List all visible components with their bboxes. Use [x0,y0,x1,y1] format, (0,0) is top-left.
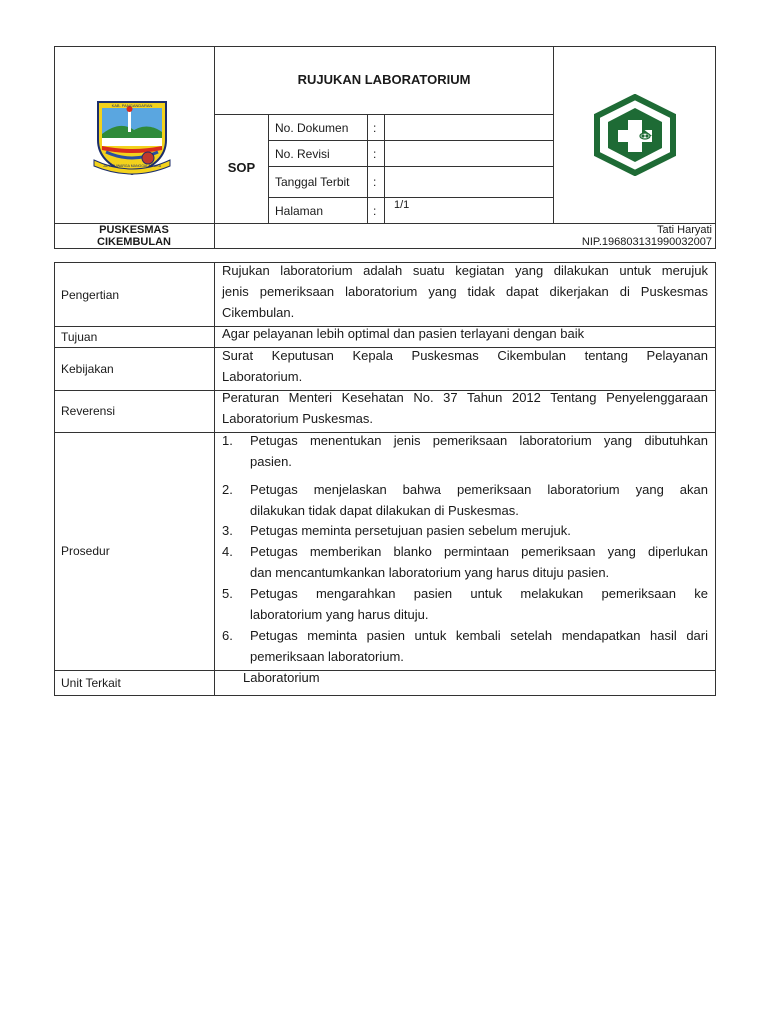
regency-crest-logo [90,94,174,178]
field-value-halaman: 1/1 [394,199,410,211]
org-name [54,224,214,249]
section-body-reverensi [222,387,708,429]
section-body-tujuan: Agar pelayanan lebih optimal dan pasien terlayani dengan baik [222,326,585,341]
row-divider-prosedur [54,670,716,671]
step-line: pasien. [250,454,292,469]
section-label-unit-terkait: Unit Terkait [61,676,121,690]
procedure-step [222,625,708,667]
text-line: Peraturan Menteri Kesehatan No. 37 Tahun 2012 Tentang Penyelenggaraan [222,390,708,405]
section-body-kebijakan [222,345,708,387]
field-label-halaman: Halaman [275,204,324,218]
field-colon: : [373,121,377,135]
org-name-line1: PUSKESMAS [99,224,169,236]
crest-banner-text: KAB. PANGANDARAN [111,103,153,108]
org-name-line2: CIKEMBULAN [97,236,171,248]
signer-block [554,224,712,249]
signer-name: Tati Haryati [656,224,712,236]
step-line: Petugas menjelaskan bahwa pemeriksaan laboratorium yang akan [250,482,708,497]
procedure-step [222,520,708,541]
step-number: 5. [222,586,233,601]
step-line: laboratorium yang harus dituju. [250,607,429,622]
text-line: Laboratorium. [222,369,303,384]
crest-motto-text: JAYA SUWARGA MANGGALA PURA [102,164,162,168]
step-line: dan mencantumkankan laboratorium yang harus dituju pasien. [250,565,610,580]
step-number: 1. [222,433,233,448]
step-number: 6. [222,628,233,643]
field-row-divider-1 [268,140,553,141]
field-colon: : [373,204,377,218]
field-label-no-revisi: No. Revisi [275,147,330,161]
step-line: pemeriksaan laboratorium. [250,649,404,664]
procedure-step [222,430,708,472]
field-row-divider-2 [268,166,553,167]
colon-col-divider-right [384,114,385,224]
field-label-no-dokumen: No. Dokumen [275,121,349,135]
step-line: dilakukan tidak dapat dilakukan di Puskesmas. [250,503,519,518]
text-line: Cikembulan. [222,305,295,320]
field-colon: : [373,147,377,161]
section-label-reverensi: Reverensi [61,404,116,418]
health-ministry-logo [592,94,678,176]
step-line: Petugas meminta pasien untuk kembali setelah mendapatkan hasil dari [250,628,708,643]
step-number: 3. [222,523,233,538]
field-row-divider-3 [268,197,553,198]
text-line: Laboratorium Puskesmas. [222,411,374,426]
step-line: Petugas mengarahkan pasien untuk melakukan pemeriksaan ke [250,586,708,601]
procedure-step [222,583,708,625]
header-divider-right [553,46,554,224]
section-body-unit-terkait: Laboratorium [243,670,320,685]
health-cross-icon [592,94,678,176]
section-label-prosedur: Prosedur [61,544,110,558]
step-line: Petugas meminta persetujuan pasien sebelum merujuk. [250,523,571,538]
page-title: RUJUKAN LABORATORIUM [297,72,471,87]
field-colon: : [373,175,377,189]
colon-col-divider-left [367,114,368,224]
step-line: Petugas memberikan blanko permintaan pemeriksaan yang diperlukan [250,544,708,559]
sop-label: SOP [227,160,256,175]
signer-nip: NIP.196803131990032007 [581,236,712,248]
step-number: 4. [222,544,233,559]
sop-col-divider [268,114,269,224]
procedure-step [222,479,708,521]
step-line: Petugas menentukan jenis pemeriksaan laboratorium yang dibutuhkan [250,433,708,448]
section-label-kebijakan: Kebijakan [61,362,114,376]
field-label-tanggal-terbit: Tanggal Terbit [275,175,350,189]
text-line: jenis pemeriksaan laboratorium yang tidak dapat dikerjakan di Puskesmas [222,284,708,299]
text-line: Rujukan laboratorium adalah suatu kegiatan yang dilakukan untuk merujuk [222,263,708,278]
text-line: Surat Keputusan Kepala Puskesmas Cikembulan tentang Pelayanan [222,348,708,363]
content-col-divider [214,262,215,696]
section-label-tujuan: Tujuan [61,330,98,344]
section-body-pengertian [222,260,708,323]
procedure-step [222,541,708,583]
step-number: 2. [222,482,233,497]
section-label-pengertian: Pengertian [61,288,120,302]
